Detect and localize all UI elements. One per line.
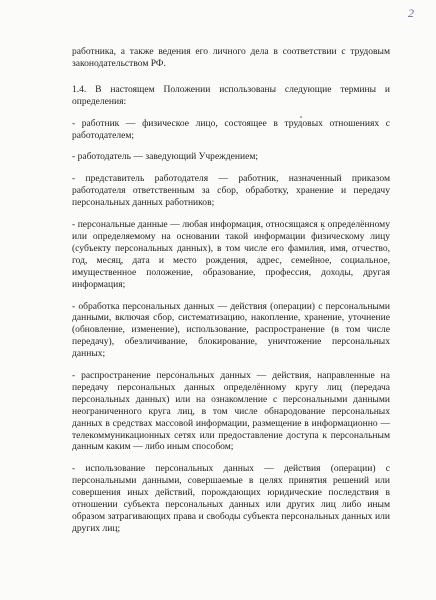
paragraph-term-employer: - работодатель — заведующий Учреждением;: [72, 151, 259, 163]
paragraph-term-personal-data: - персональные данные — любая информация, относящаяся к определённому или определяемому на основании такой информации физическому лицу (субъекту персональных данных), в том числе его фамилия, имя, отчество, год, месяц, дата и место рождения, адрес, семейное, социальное, имущественное положение, образование, профессия, доходы, другая информация;: [72, 219, 390, 290]
paragraph-term-employer-representative: - представитель работодателя — работник, назначенный приказом работодателя ответственным за сбор, обработку, хранение и передачу персональных данных работников;: [72, 173, 390, 209]
page-number: 2: [408, 6, 414, 20]
paragraph-term-distribution: - распространение персональных данных — действия, направленные на передачу персональных данных определённому кругу лиц (передача персональных данных) или на ознакомление с персональными данными неограниченного круга лиц, в том числе обнародование персональных данных в средствах массовой информации, размещение в информационно — телекоммуникационных сетях или предоставление доступа к персональным данным каким — либо иным способом;: [72, 370, 390, 453]
paragraph-continuation: работника, а также ведения его личного дела в соответствии с трудовым законодательством РФ.: [72, 46, 390, 69]
paragraph-term-usage: - использование персональных данных — действия (операции) с персональными данными, совершаемые в целях принятия решений или совершения иных действий, порождающих юридические последствия в отношении субъекта персональных данных или других лиц либо иным образом затрагивающих права и свободы субъекта персональных данных или других лиц;: [72, 463, 390, 534]
document-body: [72, 46, 390, 545]
paragraph-section-heading: 1.4. В настоящем Положении использованы следующие термины и определения:: [72, 83, 390, 107]
paragraph-term-employee: - работник — физическое лицо, состоящее в трудовых отношениях с работодателем;: [72, 117, 390, 141]
paragraph-term-processing: - обработка персональных данных — действия (операции) с персональными данными, включая сбор, систематизацию, накопление, хранение, уточнение (обновление, изменение), использование, распространение (в том числе передачу), обезличивание, блокирование, уничтожение персональных данных;: [72, 300, 390, 360]
